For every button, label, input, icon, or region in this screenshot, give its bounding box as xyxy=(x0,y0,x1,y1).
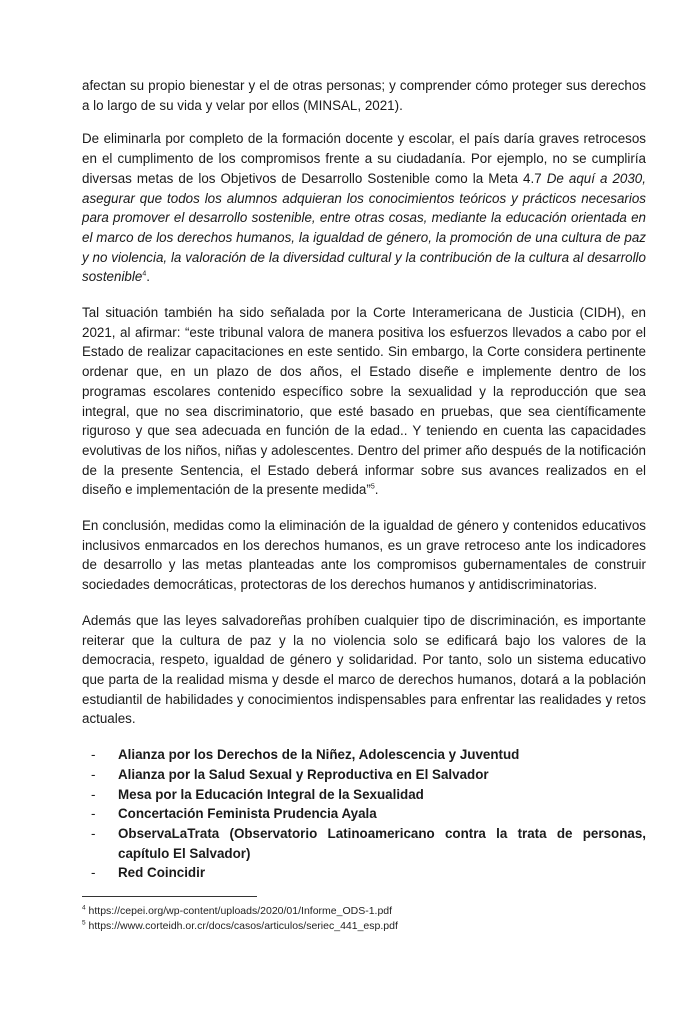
paragraph-ods-goal xyxy=(82,129,646,287)
paragraph-continuation: afectan su propio bienestar y el de otras personas; y comprender cómo proteger sus derechos a lo largo de su vida y velar por ellos (MINSAL, 2021). xyxy=(82,78,646,113)
paragraph-ods-text: De eliminarla por completo de la formación docente y escolar, el país daría graves retrocesos en el cumplimento de los compromisos frente a su ciudadanía. Por ejemplo, no se cumpliría diversas metas de los Objetivos de Desarrollo Sostenible como la Meta 4.7 xyxy=(82,131,646,186)
paragraph-cidh-end: . xyxy=(374,482,379,498)
list-bullet: - xyxy=(91,747,96,763)
list-item xyxy=(82,824,646,863)
footnote-number: 5 xyxy=(82,919,86,927)
footnote-5 xyxy=(82,919,398,934)
list-bullet: - xyxy=(91,806,96,822)
list-item xyxy=(82,745,646,765)
paragraph-closing: Además que las leyes salvadoreñas prohíben cualquier tipo de discriminación, es importante reiterar que la cultura de paz y la no violencia solo se edificará bajo los valores de la democracia, respeto, igualdad de género y solidaridad. Por tanto, solo un sistema educativo que parta de la realidad misma y desde el marco de derechos humanos, dotará a la población estudiantil de habilidades y conocimientos indispensables para enfrentar las realidades y retos actuales. xyxy=(82,612,646,727)
paragraph-ods-end: . xyxy=(146,269,150,285)
organization-name: Concertación Feminista Prudencia Ayala xyxy=(118,806,377,822)
organization-name: Red Coincidir xyxy=(118,865,206,881)
list-item xyxy=(82,863,646,883)
paragraph-cidh-text: Tal situación también ha sido señalada por la Corte Interamericana de Justicia (CIDH), en 2021, al afirmar: “este tribunal valora de manera positiva los esfuerzos llevados a cabo por el Estado de realizar capacitaciones en este sentido. Sin embargo, la Corte considera pertinente ordenar que, en un plazo de dos años, el Estado diseñe e implemente dentro de los programas escolares contenido específico sobre la sexualidad y la reproducción que sea integral, que no sea discriminatorio, que esté basado en pruebas, que sea científicamente riguroso y que sea adecuada en función de la edad.. Y teniendo en cuenta las capacidades evolutivas de los niños, niñas y adolescentes. Dentro del primer año después de la notificación de la presente Sentencia, el Estado deberá informar sobre sus avances realizados en el diseño e implementación de la presente medida” xyxy=(82,305,646,498)
list-bullet: - xyxy=(91,825,96,841)
list-item xyxy=(82,765,646,785)
ods-goal-quote: De aquí a 2030, asegurar que todos los alumnos adquieran los conocimientos teóricos y prácticos necesarios para promover el desarrollo sostenible, entre otras cosas, mediante la educación orientada en el marco de los derechos humanos, la igualdad de género, la promoción de una cultura de paz y no violencia, la valoración de la diversidad cultural y la contribución de la cultura al desarrollo sostenible xyxy=(82,170,646,285)
footnote-ref-5[interactable]: 5 xyxy=(370,483,375,491)
footnote-link[interactable]: https://www.corteidh.or.cr/docs/casos/articulos/seriec_441_esp.pdf xyxy=(88,920,398,932)
list-bullet: - xyxy=(91,786,96,802)
paragraph-conclusion: En conclusión, medidas como la eliminación de la igualdad de género y contenidos educativos inclusivos enmarcados en los derechos humanos, es un grave retroceso ante los indicadores de desarrollo y las metas planteadas ante los compromisos gubernamentales de construir sociedades democráticas, protectoras de los derechos humanos y antidiscriminatorias. xyxy=(82,518,646,593)
list-item xyxy=(82,785,646,805)
list-item xyxy=(82,804,646,824)
organization-name: Alianza por los Derechos de la Niñez, Adolescencia y Juventud xyxy=(118,747,520,763)
footnote-number: 4 xyxy=(82,904,86,912)
organization-name: ObservaLaTrata (Observatorio Latinoamericano contra la trata de personas, capítulo El Salvador) xyxy=(118,825,646,861)
footnote-ref-4[interactable]: 4 xyxy=(142,270,147,278)
paragraph-cidh xyxy=(82,303,646,500)
footnotes xyxy=(82,904,398,934)
organization-name: Mesa por la Educación Integral de la Sexualidad xyxy=(118,786,424,802)
footnote-separator xyxy=(82,896,257,897)
signatory-organizations-list xyxy=(82,745,646,883)
list-bullet: - xyxy=(91,865,96,881)
footnote-link[interactable]: https://cepei.org/wp-content/uploads/2020/01/Informe_ODS-1.pdf xyxy=(88,905,393,917)
list-bullet: - xyxy=(91,766,96,782)
organization-name: Alianza por la Salud Sexual y Reproductiva en El Salvador xyxy=(118,766,489,782)
footnote-4 xyxy=(82,904,398,919)
